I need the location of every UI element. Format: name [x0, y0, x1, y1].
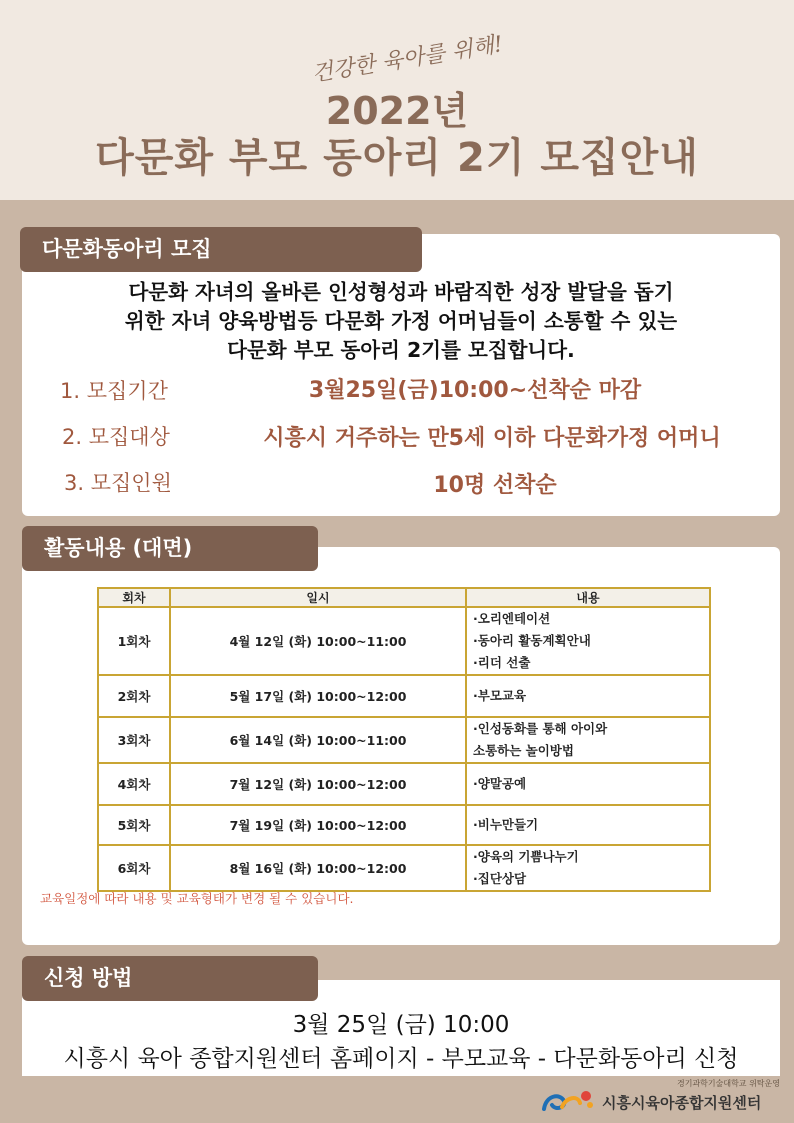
date-cell: 5월 17일 (화) 10:00~12:00 — [170, 675, 466, 717]
recruit-period-label: 1. 모집기간 — [60, 379, 168, 403]
apply-path: 시흥시 육아 종합지원센터 홈페이지 - 부모교육 - 다문화동아리 신청 — [63, 1046, 739, 1072]
recruit-period-value: 3월25일(금)10:00~선착순 마감 — [308, 378, 642, 403]
apply-date: 3월 25일 (금) 10:00 — [292, 1012, 510, 1038]
recruit-count-label: 3. 모집인원 — [64, 471, 172, 495]
date-cell: 6월 14일 (화) 10:00~11:00 — [170, 717, 466, 763]
content-line: ·리더 선출 — [473, 655, 531, 670]
content-cell — [466, 717, 710, 763]
content-cell — [466, 805, 710, 845]
content-line: ·동아리 활동계획안내 — [473, 633, 591, 648]
content-cell — [466, 607, 710, 675]
table-row — [98, 763, 710, 805]
recruit-target-value: 시흥시 거주하는 만5세 이하 다문화가정 어머니 — [263, 426, 721, 451]
recruit-section-label: 다문화동아리 모집 — [20, 227, 422, 272]
date-cell: 7월 12일 (화) 10:00~12:00 — [170, 763, 466, 805]
schedule-note: 교육일정에 따라 내용 및 교육형태가 변경 될 수 있습니다. — [40, 891, 354, 906]
org-name: 시흥시육아종합지원센터 — [602, 1094, 762, 1112]
content-cell — [466, 763, 710, 805]
content-line: ·부모교육 — [473, 688, 527, 703]
content-line: ·양육의 기쁨나누기 — [473, 849, 579, 864]
content-line: 소통하는 놀이방법 — [473, 743, 574, 758]
activity-section-label: 활동내용 (대면) — [22, 526, 318, 571]
content-cell — [466, 675, 710, 717]
logo-dot-red — [581, 1091, 591, 1101]
content-line: ·인성동화를 통해 아이와 — [473, 721, 608, 736]
intro-line: 다문화 자녀의 올바른 인성형성과 바람직한 성장 발달을 돕기 — [128, 280, 674, 304]
recruit-count-value: 10명 선착순 — [433, 473, 557, 498]
date-cell: 7월 19일 (화) 10:00~12:00 — [170, 805, 466, 845]
round-cell: 1회차 — [98, 607, 170, 675]
round-cell: 4회차 — [98, 763, 170, 805]
table-header-row — [98, 588, 710, 607]
page-title: 다문화 부모 동아리 2기 모집안내 — [95, 135, 699, 181]
column-header: 회차 — [98, 588, 170, 607]
date-cell: 4월 12일 (화) 10:00~11:00 — [170, 607, 466, 675]
org-logo — [536, 1078, 782, 1118]
content-cell — [466, 845, 710, 891]
table-row — [98, 845, 710, 891]
round-cell: 5회차 — [98, 805, 170, 845]
column-header: 내용 — [466, 588, 710, 607]
intro-line: 위한 자녀 양육방법등 다문화 가정 어머님들이 소통할 수 있는 — [124, 309, 678, 333]
round-cell: 6회차 — [98, 845, 170, 891]
recruit-intro — [22, 278, 780, 365]
table-row — [98, 717, 710, 763]
title-year: 2022년 — [325, 89, 469, 133]
content-line: ·양말공예 — [473, 776, 527, 791]
recruit-target-label: 2. 모집대상 — [62, 425, 170, 449]
logo-dot-orange — [587, 1102, 593, 1108]
org-sub-label: 경기과학기술대학교 위탁운영 — [676, 1079, 780, 1088]
round-cell: 3회차 — [98, 717, 170, 763]
intro-line: 다문화 부모 동아리 2기를 모집합니다. — [227, 338, 575, 362]
content-line: ·오리엔테이션 — [473, 611, 551, 626]
schedule-table — [97, 587, 711, 892]
tagline: 건강한 육아를 위해! — [310, 32, 505, 87]
round-cell: 2회차 — [98, 675, 170, 717]
org-logo-icon — [540, 1087, 596, 1115]
content-line: ·집단상담 — [473, 871, 527, 886]
apply-section-label: 신청 방법 — [22, 956, 318, 1001]
table-row — [98, 805, 710, 845]
content-line: ·비누만들기 — [473, 817, 539, 832]
date-cell: 8월 16일 (화) 10:00~12:00 — [170, 845, 466, 891]
column-header: 일시 — [170, 588, 466, 607]
table-row — [98, 675, 710, 717]
table-row — [98, 607, 710, 675]
